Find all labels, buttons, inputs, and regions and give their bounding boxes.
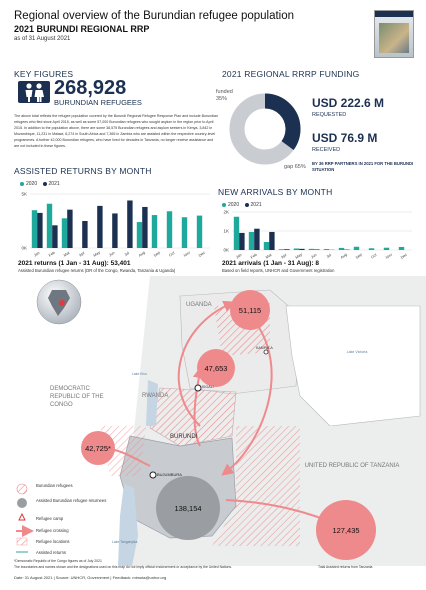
x-tick-label: Feb [48,250,56,258]
label-tanzania: UNITED REPUBLIC OF TANZANIA [304,463,400,469]
assisted-returns-chart [14,190,214,260]
x-tick-label: Apr [78,250,86,258]
assisted-returns-heading: ASSISTED RETURNS BY MONTH [14,166,152,176]
legend-2020-swatch [222,203,226,207]
bar-2020-apr [279,249,284,250]
bar-2021-jan [239,233,244,250]
bar-2020-dec [399,247,404,250]
x-tick-label: Mar [265,252,273,260]
bar-2021-may [299,249,304,250]
bar-2021-mar [269,232,274,250]
legend-crossing-label: Refugee crossing [36,528,69,533]
kigali-marker-icon [195,385,201,391]
funded-label: funded 35% [216,89,233,102]
legend-camp-label: Refugee camp [36,516,64,521]
legend-locations-label: Refugee locations [36,539,70,544]
x-tick-label: Jul [325,253,333,260]
bar-2020-aug [137,222,142,248]
figure-tanzania: 127,435 [332,526,360,535]
x-tick-label: Aug [138,250,146,258]
x-tick-label: Oct [168,250,176,258]
legend-2021-swatch [43,182,47,186]
key-figures-description: The above total reflects the refugee population covered by the Burundi Regional Refugee Response Plan and include Burundian refugees who fled since April 2015, as well as some 57,000 Burundian refugees who sought asylum in the region prior to April 2015. In addition to the population above, there are some 38,575 Burundian refugees and asylum seekers in Kenya, 3,842 in Mozambique, 11,231 in Malawi, 6,274 in South Africa and 7,365 in Zambia who are assisted within the respective country-level programmes. A further 42,000 Burundian refugees, who have lived for decades in Tanzania, no longer receive assistance and are not included in these figures. [14,114,218,148]
label-kigali: KIGALI [202,385,214,389]
bar-2020-sep [354,247,359,250]
label-kampala: KAMPALA [256,346,273,350]
figure-burundi: 138,154 [174,504,202,513]
x-tick-label: Dec [198,250,206,258]
y-tick-label: 0K [223,247,229,253]
y-tick-label: 2K [223,209,229,215]
x-tick-label: Sep [153,250,161,258]
bar-2021-feb [254,229,259,250]
total-refugees: 268,928 [54,77,127,99]
legend-2021-swatch [245,203,249,207]
bar-2021-may [97,206,102,248]
x-tick-label: Feb [250,252,258,260]
funding-heading: 2021 REGIONAL RRRP FUNDING [222,69,360,79]
bar-2020-nov [384,248,389,250]
new-arrivals-legend: 2020 2021 [222,202,262,208]
returns-source: Assisted Burundian refugee returns (DR of the Congo, Rwanda, Tanzania & Uganda) [18,268,176,273]
key-figures-heading: KEY FIGURES [14,69,74,79]
bar-2021-jul [127,200,132,248]
legend-returnees-icon [17,498,27,508]
x-tick-label: Mar [63,250,71,258]
footnote-disclaimer: The boundaries and names shown and the designations used on this map do not imply official endorsement or acceptance by the United Nations. [14,565,233,569]
received-label: RECEIVED [312,147,341,153]
x-tick-label: Nov [385,252,393,260]
bar-2021-apr [82,221,87,248]
bar-2021-aug [142,207,147,248]
y-tick-label: 5K [21,191,27,197]
assisted-returns-legend: 2020 2021 [20,181,60,187]
arrivals-summary: 2021 arrivals (1 Jan - 31 Aug): 8 [222,260,319,267]
report-cover-thumbnail[interactable] [374,10,414,58]
figure-rwanda: 47,653 [204,364,228,373]
gap-label: gap 65% [284,164,306,170]
legend-refugees-icon [17,484,27,494]
label-burundi: BURUNDI [170,434,198,440]
bar-2021-jun [314,249,319,250]
x-tick-label: Aug [340,252,348,260]
page-subtitle: 2021 BURUNDI REGIONAL RRP [14,24,150,34]
x-tick-label: Jan [235,252,243,260]
bar-2020-dec [197,216,202,248]
bar-2021-jun [112,213,117,248]
x-tick-label: Jun [310,252,318,260]
label-lake-victoria: Lake Victoria [346,350,368,354]
bar-2020-oct [369,248,374,250]
received-amount: USD 76.9 M [312,131,378,145]
as-of-date: as of 31 August 2021 [14,36,71,42]
footer: Date: 31 August 2021 | Source: UNHCR, Government | Feedback: mimuta@unhcr.org [14,575,167,580]
x-tick-label: Apr [280,252,288,260]
legend-refugees-label: Burundian refugees [36,483,73,488]
returns-summary: 2021 returns (1 Jan - 31 Aug): 53,401 [18,260,131,267]
footnote-drc: *Democratic Republic of the Congo figures as of July 2021 [14,559,102,563]
bujumbura-marker-icon [150,472,156,478]
bar-2020-jan [234,217,239,250]
x-tick-label: May [92,250,102,258]
bar-2021-mar [67,210,72,248]
bar-2020-mar [62,218,67,248]
label-rwanda: RWANDA [142,393,169,399]
new-arrivals-chart [216,208,416,262]
x-tick-label: Oct [370,252,378,260]
legend-locations-icon [17,538,27,545]
label-bujumbura: BUJUMBURA [157,472,182,477]
bar-2021-jan [37,213,42,248]
kampala-marker-icon [264,350,268,354]
label-uganda: UGANDA [186,302,212,308]
bar-2020-mar [264,242,269,250]
bar-2020-jul [324,249,329,250]
bar-2020-jan [32,210,37,248]
legend-assisted-returns-label: Assisted returns [36,550,67,555]
partners-note: BY 36 RRP PARTNERS IN 2021 FOR THE BURUNDI SITUATION [312,161,414,172]
x-tick-label: Sep [355,252,363,260]
requested-amount: USD 222.6 M [312,96,385,110]
bar-2021-apr [284,249,289,250]
legend-2020-swatch [20,182,24,186]
bar-2020-aug [339,248,344,250]
bar-2020-feb [249,232,254,250]
new-arrivals-heading: NEW ARRIVALS BY MONTH [218,187,333,197]
footnote-tanzania: Total Assisted returns from Tanzania [318,565,373,569]
bar-2020-feb [47,204,52,248]
x-tick-label: May [294,252,304,260]
bar-2020-oct [167,211,172,248]
funding-donut-chart [224,88,306,170]
x-tick-label: Jan [33,250,41,258]
x-tick-label: Jul [123,251,131,258]
label-lake-kivu: Lake Kivu [132,372,147,376]
arrivals-source: Based on field reports, UNHCR and Government registration [222,268,335,273]
bar-2020-sep [152,215,157,248]
bar-2020-may [294,248,299,250]
total-refugees-label: BURUNDIAN REFUGEES [54,98,142,107]
requested-label: REQUESTED [312,112,347,118]
figure-drc: 42,725* [85,444,111,453]
page-title: Regional overview of the Burundian refugee population [14,10,295,22]
label-lake-tanganyika: Lake Tanganyika [112,540,138,544]
bar-2020-jun [309,249,314,250]
refugee-family-icon [18,81,50,103]
region-marker-icon [59,300,65,306]
lake-kivu [146,380,158,426]
x-tick-label: Nov [183,250,191,258]
x-tick-label: Jun [108,250,116,258]
y-tick-label: 1K [223,228,229,234]
y-tick-label: 0K [21,245,27,251]
legend-returnees-label: Assisted Burundian refugee returnees [36,498,107,503]
x-tick-label: Dec [400,252,408,260]
figure-uganda: 51,115 [238,306,262,315]
bar-2021-feb [52,225,57,248]
bar-2020-nov [182,217,187,248]
label-drc: DEMOCRATIC REPUBLIC OF THE CONGO [50,386,104,408]
